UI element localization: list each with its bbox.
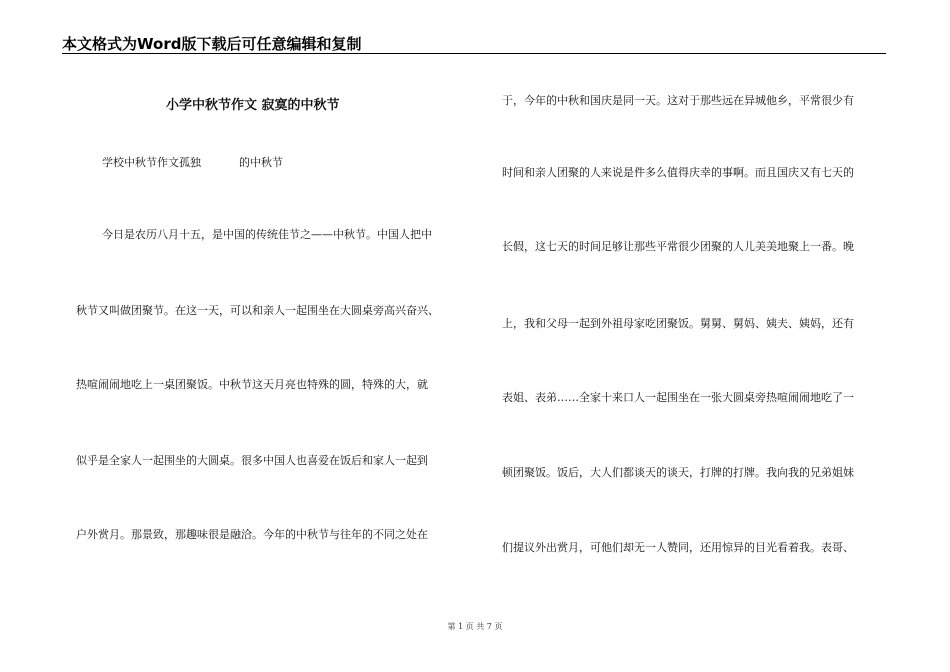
paragraph-line: 似乎是全家人一起围坐的大圆桌。很多中国人也喜爱在饭后和家人一起到 [76, 454, 428, 467]
subtitle-part-2: 的中秋节 [239, 156, 283, 169]
paragraph-line: 表姐、表弟……全家十来口人一起围坐在一张大圆桌旁热喧闹闹地吃了一 [502, 391, 854, 404]
document-subtitle [102, 154, 283, 170]
paragraph-line: 时间和亲人团聚的人来说是件多么值得庆幸的事啊。而且国庆又有七天的 [502, 166, 854, 179]
subtitle-part-1: 学校中秋节作文孤独 [102, 156, 201, 169]
paragraph-line: 们提议外出赏月，可他们却无一人赞同，还用惊异的目光看着我。表哥、 [502, 541, 854, 554]
paragraph-line: 顿团聚饭。饭后，大人们都谈天的谈天，打牌的打牌。我向我的兄弟姐妹 [502, 466, 854, 479]
paragraph-line: 上，我和父母一起到外祖母家吃团聚饭。舅舅、舅妈、姨夫、姨妈，还有 [502, 317, 854, 330]
paragraph-line: 户外赏月。那景致，那趣味很是融洽。今年的中秋节与往年的不同之处在 [76, 528, 428, 541]
paragraph-line: 于，今年的中秋和国庆是同一天。这对于那些远在异城他乡，平常很少有 [502, 94, 854, 107]
paragraph-line: 秋节又叫做团聚节。在这一天，可以和亲人一起围坐在大圆桌旁高兴奋兴、 [76, 304, 439, 317]
page-number: 第 1 页 共 7 页 [447, 622, 503, 631]
download-banner: 本文格式为Word版下载后可任意编辑和复制 [62, 35, 362, 53]
paragraph-line: 长假，这七天的时间足够让那些平常很少团聚的人儿美美地聚上一番。晚 [502, 240, 854, 253]
document-title: 小学中秋节作文 寂寞的中秋节 [166, 98, 340, 113]
paragraph-line: 热喧闹闹地吃上一桌团聚饭。中秋节这天月亮也特殊的圆，特殊的大，就 [76, 378, 428, 391]
paragraph-line: 今日是农历八月十五，是中国的传统佳节之——中秋节。中国人把中 [102, 228, 432, 241]
header-divider [62, 53, 886, 54]
